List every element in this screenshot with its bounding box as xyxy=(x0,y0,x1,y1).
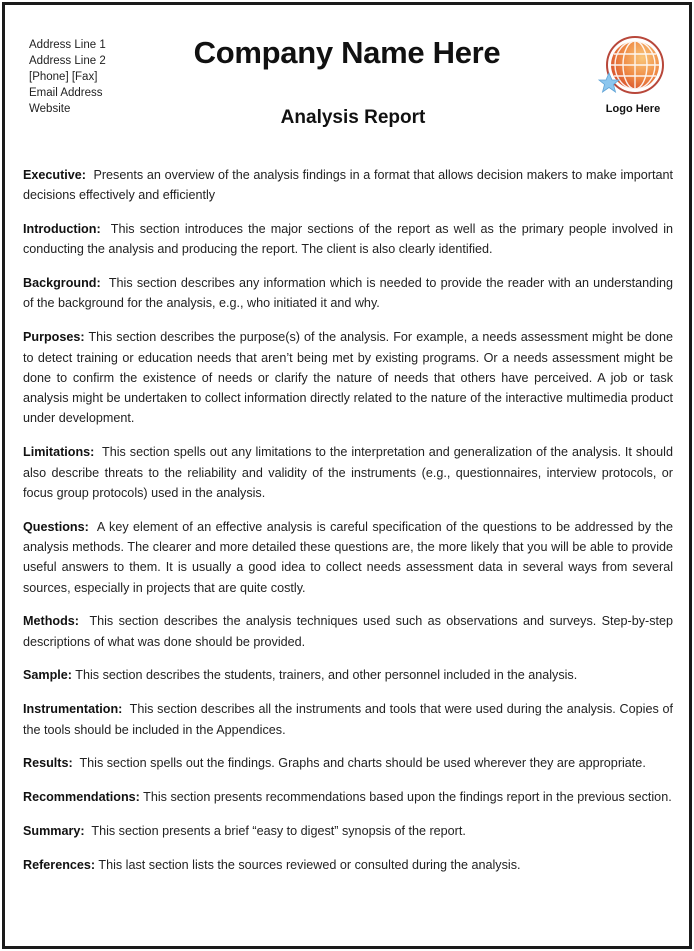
website: Website xyxy=(29,103,71,115)
section-text: This section describes the analysis techniques used such as observations and surveys. Step-by-step descriptions of what was done should be provided. xyxy=(23,614,673,649)
section-text: A key element of an effective analysis is careful specification of the questions to be addressed by the analysis methods. The clearer and more detailed these questions are, the more likely that you will be able to provide useful answers to them. It is usually a good idea to collect needs assessment data in several ways from several sources, especially in projects that are quite costly. xyxy=(23,519,673,595)
section-label: Introduction: xyxy=(23,222,101,237)
section-references xyxy=(23,855,673,875)
company-name: Company Name Here xyxy=(193,35,501,70)
section-instrumentation xyxy=(23,699,673,740)
logo-label: Logo Here xyxy=(605,103,661,115)
section-background xyxy=(23,273,673,314)
globe-with-star-icon xyxy=(597,35,667,95)
address-line-1: Address Line 1 xyxy=(29,39,106,51)
section-label: Questions: xyxy=(23,519,89,534)
phone-fax: [Phone] [Fax] xyxy=(29,71,98,83)
section-purposes xyxy=(23,327,673,428)
address-line-2: Address Line 2 xyxy=(29,55,106,67)
section-label: Recommendations: xyxy=(23,790,140,805)
report-body xyxy=(23,165,673,889)
section-text: This section describes all the instruments and tools that were used during the analysis. Copies of the tools should be included in the Appendices. xyxy=(23,702,673,737)
section-text: This section presents recommendations based upon the findings report in the previous section. xyxy=(143,790,672,805)
section-label: Limitations: xyxy=(23,445,95,460)
section-results xyxy=(23,753,673,773)
section-label: Methods: xyxy=(23,614,79,629)
section-limitations xyxy=(23,442,673,503)
section-label: Results: xyxy=(23,756,73,771)
section-text: This section describes any information which is needed to provide the reader with an understanding of the background for the analysis, e.g., who initiated it and why. xyxy=(23,276,673,311)
section-sample xyxy=(23,665,673,685)
section-text: This section spells out any limitations to the interpretation and generalization of the analysis. It should also describe threats to the reliability and validity of the instruments (e.g., questionnaires, interview protocols, or focus group protocols) used in the analysis. xyxy=(23,445,673,500)
section-text: This section presents a brief “easy to digest” synopsis of the report. xyxy=(91,823,466,838)
section-executive xyxy=(23,165,673,206)
email-address: Email Address xyxy=(29,87,103,99)
section-questions xyxy=(23,517,673,598)
section-introduction xyxy=(23,219,673,260)
section-text: This section describes the students, trainers, and other personnel included in the analysis. xyxy=(75,668,578,683)
section-label: Executive: xyxy=(23,168,86,182)
section-summary xyxy=(23,821,673,841)
section-text: This section describes the purpose(s) of the analysis. For example, a needs assessment might be done to detect training or education needs that aren’t being met by existing programs. Or a needs assessment might be done to confirm the existence of needs or clarify the nature of needs that others have perceived. A job or task analysis might be undertaken to collect information directly related to the nature of the interactive multimedia product under development. xyxy=(23,330,673,426)
section-recommendations xyxy=(23,787,673,807)
section-text: This section spells out the findings. Graphs and charts should be used wherever they are appropriate. xyxy=(79,756,646,771)
section-label: Sample: xyxy=(23,668,72,683)
section-label: Background: xyxy=(23,276,101,291)
report-title: Analysis Report xyxy=(280,107,426,128)
section-label: Summary: xyxy=(23,823,85,838)
section-text: Presents an overview of the analysis findings in a format that allows decision makers to make important decisions effectively and efficiently xyxy=(23,168,673,203)
document-page xyxy=(2,2,692,949)
section-text: This section introduces the major sections of the report as well as the primary people involved in conducting the analysis and producing the report. The client is also clearly identified. xyxy=(23,222,674,257)
section-label: References: xyxy=(23,857,96,872)
section-text: This last section lists the sources reviewed or consulted during the analysis. xyxy=(98,857,521,872)
section-label: Instrumentation: xyxy=(23,702,123,717)
section-label: Purposes: xyxy=(23,330,85,345)
section-methods xyxy=(23,611,673,652)
